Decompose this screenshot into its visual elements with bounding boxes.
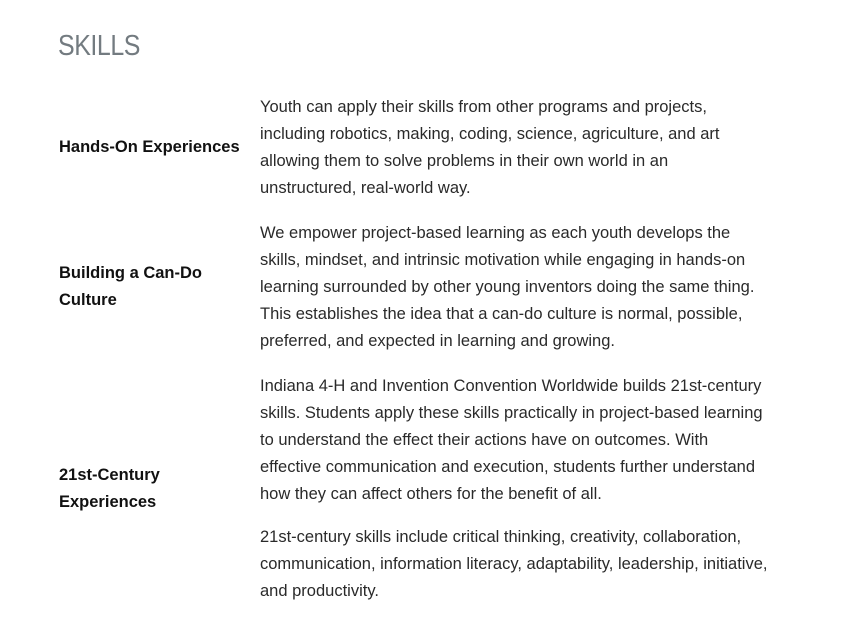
paragraph-line: skills. Students apply these skills practically in project-based learning (260, 404, 763, 422)
paragraph-line: to understand the effect their actions have on outcomes. With (260, 431, 709, 449)
paragraph-line: allowing them to solve problems in their own world in an (260, 152, 669, 170)
paragraph-line: unstructured, real-world way. (260, 179, 471, 197)
skill-paragraph (260, 220, 820, 355)
paragraph-line: effective communication and execution, students further understand (260, 458, 755, 476)
skill-description (260, 94, 820, 218)
skill-title-line: Hands-On Experiences (59, 138, 240, 156)
skill-paragraph (260, 524, 820, 605)
paragraph-line: This establishes the idea that a can-do culture is normal, possible, (260, 305, 743, 323)
skill-title-line: Building a Can-Do (59, 264, 202, 282)
paragraph-line: learning surrounded by other young inventors doing the same thing. (260, 278, 755, 296)
paragraph-line: and productivity. (260, 582, 379, 600)
skill-title (59, 462, 254, 516)
skill-paragraph (260, 373, 820, 508)
section-heading: SKILLS (58, 30, 140, 62)
paragraph-line: how they can affect others for the benefit of all. (260, 485, 602, 503)
paragraph-line: We empower project-based learning as each youth develops the (260, 224, 731, 242)
skill-title (59, 260, 254, 314)
paragraph-line: skills, mindset, and intrinsic motivation while engaging in hands-on (260, 251, 746, 269)
skill-title-line: Experiences (59, 493, 157, 511)
paragraph-line: Youth can apply their skills from other programs and projects, (260, 98, 707, 116)
skill-title-line: Culture (59, 291, 117, 309)
paragraph-line: Indiana 4-H and Invention Convention Worldwide builds 21st-century (260, 377, 762, 395)
skill-paragraph (260, 94, 820, 202)
skill-description (260, 373, 820, 621)
skill-title-line: 21st-Century (59, 466, 160, 484)
skill-description (260, 220, 820, 371)
paragraph-line: including robotics, making, coding, science, agriculture, and art (260, 125, 720, 143)
skill-title (59, 134, 254, 161)
paragraph-line: preferred, and expected in learning and growing. (260, 332, 615, 350)
paragraph-line: communication, information literacy, adaptability, leadership, initiative, (260, 555, 768, 573)
paragraph-line: 21st-century skills include critical thinking, creativity, collaboration, (260, 528, 742, 546)
